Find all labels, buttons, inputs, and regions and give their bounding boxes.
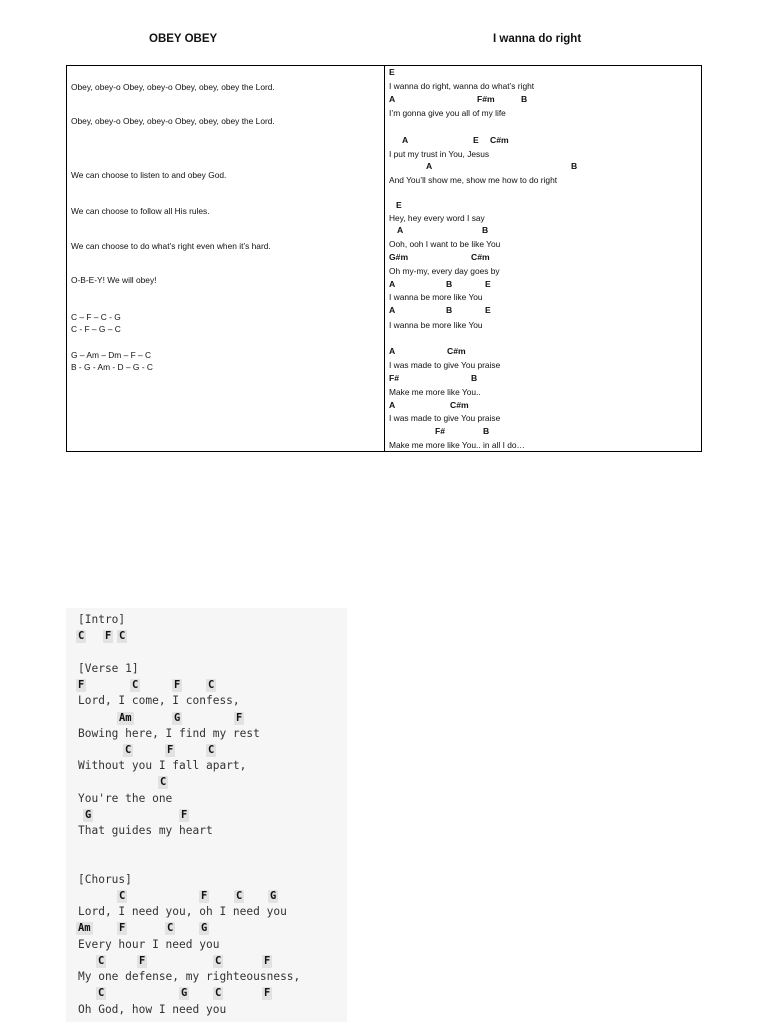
lyric-line: Obey, obey-o Obey, obey-o Obey, obey, obey the Lord. bbox=[71, 116, 275, 126]
chord: Am bbox=[78, 922, 91, 934]
chord-row bbox=[385, 67, 701, 77]
chord: B bbox=[446, 305, 453, 315]
chord: G bbox=[181, 987, 188, 999]
lyric-line: Make me more like You.. in all I do… bbox=[389, 440, 525, 450]
chord: C bbox=[215, 955, 222, 967]
chord: C bbox=[119, 890, 126, 902]
chord: A bbox=[397, 225, 404, 235]
lyric-line: Obey, obey-o Obey, obey-o Obey, obey, obey the Lord. bbox=[71, 82, 275, 92]
chord: B bbox=[571, 161, 578, 171]
right-song-title: I wanna do right bbox=[493, 33, 582, 45]
chord: C#m bbox=[450, 400, 469, 410]
lyric-line: Every hour I need you bbox=[78, 938, 220, 951]
chord: C bbox=[78, 630, 85, 642]
chord: F bbox=[139, 955, 146, 967]
lyric-line: Oh my-my, every day goes by bbox=[389, 266, 500, 276]
chord: F bbox=[264, 955, 271, 967]
chord-row bbox=[385, 279, 701, 289]
chord-progression: G – Am – Dm – F – C bbox=[71, 350, 152, 360]
chord: C bbox=[132, 679, 139, 691]
chord: F bbox=[201, 890, 208, 902]
chord-row bbox=[385, 426, 701, 436]
chord: C bbox=[160, 776, 167, 788]
chord: A bbox=[389, 305, 396, 315]
lyric-line: My one defense, my righteousness, bbox=[78, 970, 301, 983]
lyric-line: I wanna be more like You bbox=[389, 292, 483, 302]
lyric-line: O-B-E-Y! We will obey! bbox=[71, 275, 157, 285]
chord: C bbox=[236, 890, 243, 902]
chord: E bbox=[485, 305, 491, 315]
chord-progression: C – F – C - G bbox=[71, 312, 121, 322]
chord-row bbox=[385, 94, 701, 104]
lyric-line: That guides my heart bbox=[78, 824, 213, 837]
i-wanna-do-right-column bbox=[385, 66, 701, 451]
chord-row bbox=[385, 400, 701, 410]
chord: A bbox=[389, 346, 396, 356]
lyric-line: Without you I fall apart, bbox=[78, 759, 247, 772]
chord: A bbox=[402, 135, 409, 145]
chord: F bbox=[78, 679, 85, 691]
chord: G#m bbox=[389, 252, 409, 262]
chord: F bbox=[236, 712, 243, 724]
chord-row bbox=[385, 305, 701, 315]
lyric-line: You're the one bbox=[78, 792, 173, 805]
lyric-line: Bowing here, I find my rest bbox=[78, 727, 260, 740]
chord: F bbox=[167, 744, 174, 756]
chord: C bbox=[215, 987, 222, 999]
lyric-line: I put my trust in You, Jesus bbox=[389, 149, 490, 159]
chord: Am bbox=[119, 712, 132, 724]
chord: A bbox=[389, 279, 396, 289]
chord: F# bbox=[435, 426, 446, 436]
chord: F bbox=[119, 922, 126, 934]
lyric-line: I was made to give You praise bbox=[389, 413, 501, 423]
lyric-line: I wanna do right, wanna do what’s right bbox=[389, 81, 535, 91]
chord-progression: B - G - Am - D – G - C bbox=[71, 362, 153, 372]
lyric-line: And You’ll show me, show me how to do right bbox=[389, 175, 558, 185]
chord: G bbox=[270, 890, 277, 902]
chord: B bbox=[483, 426, 490, 436]
lyric-line: Hey, hey every word I say bbox=[389, 213, 485, 223]
chord-sheet-panel bbox=[66, 608, 347, 1022]
chord: A bbox=[389, 94, 396, 104]
chord: F bbox=[105, 630, 112, 642]
chord-row bbox=[385, 252, 701, 262]
chord: G bbox=[201, 922, 208, 934]
chord: G bbox=[174, 712, 181, 724]
chord-row bbox=[385, 225, 701, 235]
chord: F bbox=[264, 987, 271, 999]
chord: C bbox=[208, 679, 215, 691]
chord: C bbox=[98, 955, 105, 967]
chord-row bbox=[385, 200, 701, 210]
chord: C bbox=[125, 744, 132, 756]
chord: C bbox=[167, 922, 174, 934]
chord: C bbox=[98, 987, 105, 999]
lyric-line: We can choose to listen to and obey God. bbox=[71, 170, 227, 180]
lyric-line: Lord, I come, I confess, bbox=[78, 694, 240, 707]
chord-row bbox=[385, 346, 701, 356]
chord-row bbox=[385, 161, 701, 171]
chord: C bbox=[208, 744, 215, 756]
chord: A bbox=[426, 161, 433, 171]
lyric-line: Make me more like You.. bbox=[389, 387, 481, 397]
chord: B bbox=[521, 94, 528, 104]
lyric-line: I’m gonna give you all of my life bbox=[389, 108, 506, 118]
section-tag-intro: [Intro] bbox=[78, 613, 126, 626]
section-tag-chorus: [Chorus] bbox=[78, 873, 132, 886]
chord: E bbox=[396, 200, 402, 210]
chord: E bbox=[389, 67, 395, 77]
section-tag-verse: [Verse 1] bbox=[78, 662, 139, 675]
lyrics-table bbox=[66, 65, 702, 452]
chord: C#m bbox=[471, 252, 490, 262]
chord: F bbox=[174, 679, 181, 691]
lyric-line: Oh God, how I need you bbox=[78, 1003, 227, 1016]
left-song-title: OBEY OBEY bbox=[149, 33, 218, 45]
lyric-line: I wanna be more like You bbox=[389, 320, 483, 330]
chord-progression: C - F – G – C bbox=[71, 324, 121, 334]
chord: E bbox=[485, 279, 491, 289]
chord: C#m bbox=[447, 346, 466, 356]
chord: F#m bbox=[477, 94, 495, 104]
lyric-line: We can choose to follow all His rules. bbox=[71, 206, 210, 216]
lyric-line: Lord, I need you, oh I need you bbox=[78, 905, 287, 918]
chord: C#m bbox=[490, 135, 509, 145]
lyric-line: Ooh, ooh I want to be like You bbox=[389, 239, 501, 249]
chord: B bbox=[471, 373, 478, 383]
chord: E bbox=[473, 135, 479, 145]
chord: B bbox=[446, 279, 453, 289]
chord-row bbox=[385, 373, 701, 383]
lyric-line: We can choose to do what’s right even when it’s hard. bbox=[71, 241, 271, 251]
obey-obey-column bbox=[67, 66, 385, 451]
chord: G bbox=[85, 809, 92, 821]
chord: A bbox=[389, 400, 396, 410]
lyric-line: I was made to give You praise bbox=[389, 360, 501, 370]
chord-row bbox=[385, 135, 701, 145]
chord: F bbox=[181, 809, 188, 821]
chord: C bbox=[119, 630, 126, 642]
chord: B bbox=[482, 225, 489, 235]
chord: F# bbox=[389, 373, 400, 383]
